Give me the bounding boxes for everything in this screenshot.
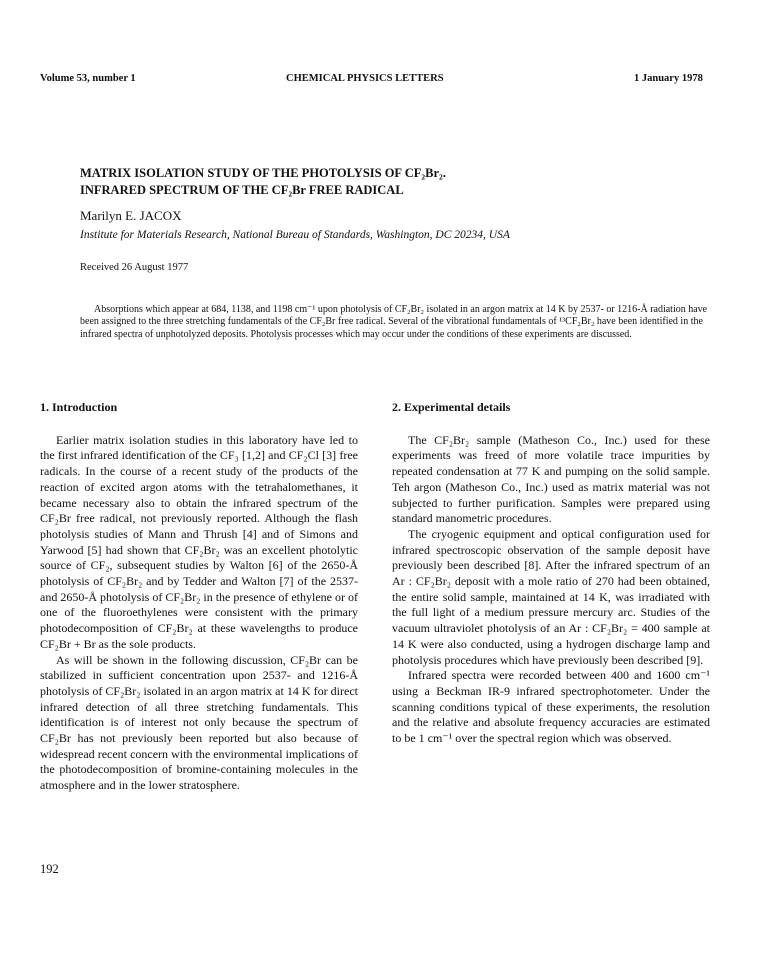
- section-heading-introduction: 1. Introduction: [40, 400, 118, 414]
- section-heading-experimental: 2. Experimental details: [392, 400, 511, 414]
- header-volume: Volume 53, number 1: [40, 73, 136, 84]
- affiliation: Institute for Materials Research, National Bureau of Standards, Washington, DC 20234, USA: [80, 229, 510, 241]
- experimental-paragraph-3: Infrared spectra were recorded between 400 and 1600 cm⁻¹ using a Beckman IR-9 infrared spectrophotometer. Under the scanning conditions typical of these experiments, the resolution and the relative and absolute frequency accuracies are estimated to be 1 cm⁻¹ over the spectral region which was observed.: [392, 668, 710, 746]
- right-column: [392, 400, 710, 747]
- left-column: [40, 400, 358, 794]
- title-line-1: MATRIX ISOLATION STUDY OF THE PHOTOLYSIS OF CF₂Br₂.: [80, 166, 446, 180]
- page-number: 192: [40, 862, 59, 876]
- abstract: [80, 304, 708, 341]
- article-title: [80, 165, 446, 199]
- header-date: 1 January 1978: [634, 73, 703, 84]
- author: Marilyn E. JACOX: [80, 208, 182, 223]
- intro-paragraph-1: Earlier matrix isolation studies in this laboratory have led to the first infrared identification of the CF₃ [1,2] and CF₂Cl [3] free radicals. In the course of a recent study of the products of the reaction of excited argon atoms with the tetrahalomethanes, it became necessary also to obtain the infrared spectrum of the CF₂Br free radical, not previously reported. Although the flash photolysis studies of Mann and Thrush [4] and of Simons and Yarwood [5] had shown that CF₂Br₂ was an excellent photolytic source of CF₂, subsequent studies by Walton [6] of the 2650-Å photolysis of CF₂Br₂ and by Tedder and Walton [7] of the 2537- and 2650-Å photolysis of CF₂Br₂ in the presence of ethylene or of one of the fluoroethylenes were consistent with the primary photodecomposition of CF₂Br₂ at these wavelengths to produce CF₂Br + Br as the sole products.: [40, 432, 358, 651]
- title-line-2: INFRARED SPECTRUM OF THE CF₂Br FREE RADICAL: [80, 183, 404, 197]
- experimental-paragraph-2: The cryogenic equipment and optical configuration used for infrared spectroscopic observation of the sample deposit have previously been described [8]. After the infrared spectrum of an Ar : CF₂Br₂ deposit with a mole ratio of 270 had been obtained, the entire solid sample, maintained at 14 K, was irradiated with the full light of a medium pressure mercury arc. Studies of the vacuum ultraviolet photolysis of an Ar : CF₂Br₂ = 400 sample at 14 K were also conducted, using a hydrogen discharge lamp and photolysis procedures which have previously been described [9].: [392, 526, 710, 667]
- abstract-text: Absorptions which appear at 684, 1138, and 1198 cm⁻¹ upon photolysis of CF₂Br₂ isolated in an argon matrix at 14 K by 2537- or 1216-Å radiation have been assigned to the three stretching fundamentals of the CF₂Br free radical. Several of the vibrational fundamentals of ¹³CF₂Br₂ have been identified in the infrared spectra of unphotolyzed deposits. Photolysis processes which may occur under the conditions of these experiments are discussed.: [80, 304, 708, 340]
- intro-paragraph-2: As will be shown in the following discussion, CF₂Br can be stabilized in sufficient concentration upon 2537- and 1216-Å photolysis of CF₂Br₂ isolated in an argon matrix at 14 K for direct infrared detection of all three stretching fundamentals. This identification is of interest not only because the spectrum of CF₂Br has not previously been reported but also because of widespread recent concern with the environmental implications of the photodecomposition of bromine-containing molecules in the atmosphere and in the lower stratosphere.: [40, 652, 358, 793]
- experimental-paragraph-1: The CF₂Br₂ sample (Matheson Co., Inc.) used for these experiments was freed of more volatile trace impurities by repeated condensation at 77 K and pumping on the solid sample. Teh argon (Matheson Co., Inc.) used as matrix material was not subjected to further purification. Samples were prepared using standard manometric procedures.: [392, 432, 710, 526]
- received-date: Received 26 August 1977: [80, 262, 189, 273]
- header-journal: CHEMICAL PHYSICS LETTERS: [286, 73, 444, 84]
